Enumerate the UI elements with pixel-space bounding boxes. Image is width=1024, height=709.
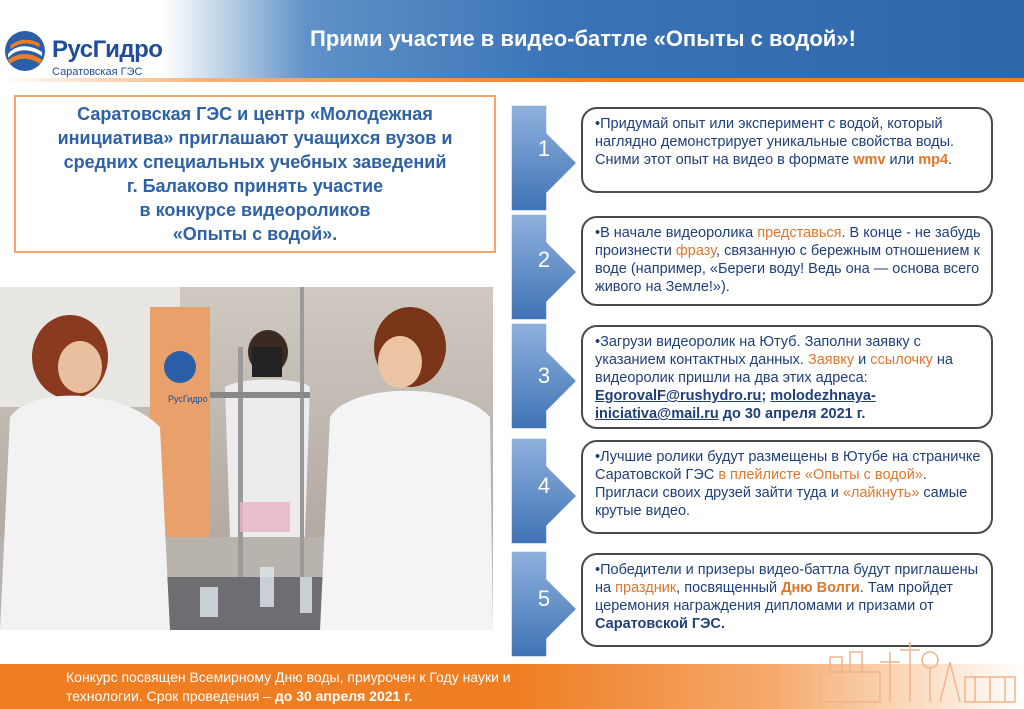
step-number: 5 — [537, 586, 551, 611]
logo-subtitle: Саратовская ГЭС — [52, 66, 143, 78]
step-text: в плейлисте «Опыты с водой» — [718, 467, 923, 483]
step-text: на видеоролик пришли на два этих адреса: — [595, 352, 953, 386]
step-text: до 30 апреля 2021 г. — [718, 406, 866, 422]
step-text: ссылочку — [870, 352, 933, 368]
step-text: Саратовской ГЭС. — [595, 616, 725, 632]
step-text: . Там пройдет церемония награждения дипломами и призами от — [595, 580, 953, 614]
step-text: ; — [761, 388, 771, 404]
step-text: и — [854, 352, 871, 368]
footer-info: Конкурс посвящен Всемирному Дню воды, приурочен к Году науки и технологии. Срок проведения – — [66, 669, 511, 704]
step-text: или — [885, 152, 919, 168]
photo-sign-text: РусГидро — [168, 394, 208, 404]
step-box — [581, 440, 993, 534]
email-link[interactable]: EgorovalF@rushydro.ru — [595, 388, 762, 404]
step-text: •Загрузи видеоролик на Ютуб. Заполни заявку с указанием контактных данных. — [595, 334, 921, 368]
footer-deadline: до 30 апреля 2021 г. — [274, 688, 413, 704]
step-text: mp4 — [918, 152, 949, 168]
footer-text — [66, 668, 586, 706]
step-text: •Придумай опыт или эксперимент с водой, который наглядно демонстрирует уникальные свойства воды. Сними этот опыт на видео в формате — [595, 116, 955, 168]
step-text: Заявку — [807, 352, 855, 368]
lab-photo — [0, 287, 493, 630]
step-box — [581, 325, 993, 429]
step-number: 2 — [537, 247, 551, 272]
email-link[interactable]: molodezhnaya-iniciativa@mail.ru — [595, 388, 876, 422]
step-text: wmv — [853, 152, 886, 168]
header-divider — [0, 78, 1024, 82]
logo-name: РусГидро — [52, 36, 163, 63]
invitation-box — [14, 95, 496, 253]
step-box — [581, 107, 993, 193]
step-text: , посвященный — [676, 580, 782, 596]
step-text: праздник — [615, 580, 677, 596]
step-text: «лайкнуть» — [842, 485, 920, 501]
step-number: 1 — [537, 136, 551, 161]
step-text: •В начале видеоролика — [595, 225, 758, 241]
step-text: •Лучшие ролики будут размещены в Ютубе на страничке Саратовской ГЭС — [595, 449, 981, 483]
step-text: , связанную с бережным отношением к воде (например, «Береги воду! Ведь она — основа всего живого на Земле!»). — [595, 243, 980, 295]
step-number: 4 — [537, 473, 551, 498]
invitation-text: Саратовская ГЭС и центр «Молодежная инициатива» приглашают учащихся вузов и средних специальных учебных заведений г. Балаково принять участие в конкурсе видеороликов «Опыты с водой». — [57, 104, 453, 244]
step-text: •Победители и призеры видео-баттла будут приглашены на — [595, 562, 979, 596]
step-text: . Пригласи своих друзей зайти туда и — [595, 467, 927, 501]
power-plant-icon — [800, 632, 1024, 709]
step-text: самые крутые видео. — [595, 485, 968, 519]
page-title: Прими участие в видео-баттле «Опыты с водой»! — [310, 26, 856, 51]
step-number: 3 — [537, 363, 551, 388]
step-text: Дню Волги — [781, 580, 860, 596]
rushydro-logo-icon — [4, 30, 46, 72]
step-text: . В конце - не забудь произнести — [595, 225, 981, 259]
step-text: . — [948, 152, 953, 168]
step-box — [581, 216, 993, 306]
step-text: представься — [757, 225, 842, 241]
step-text: фразу — [675, 243, 717, 259]
